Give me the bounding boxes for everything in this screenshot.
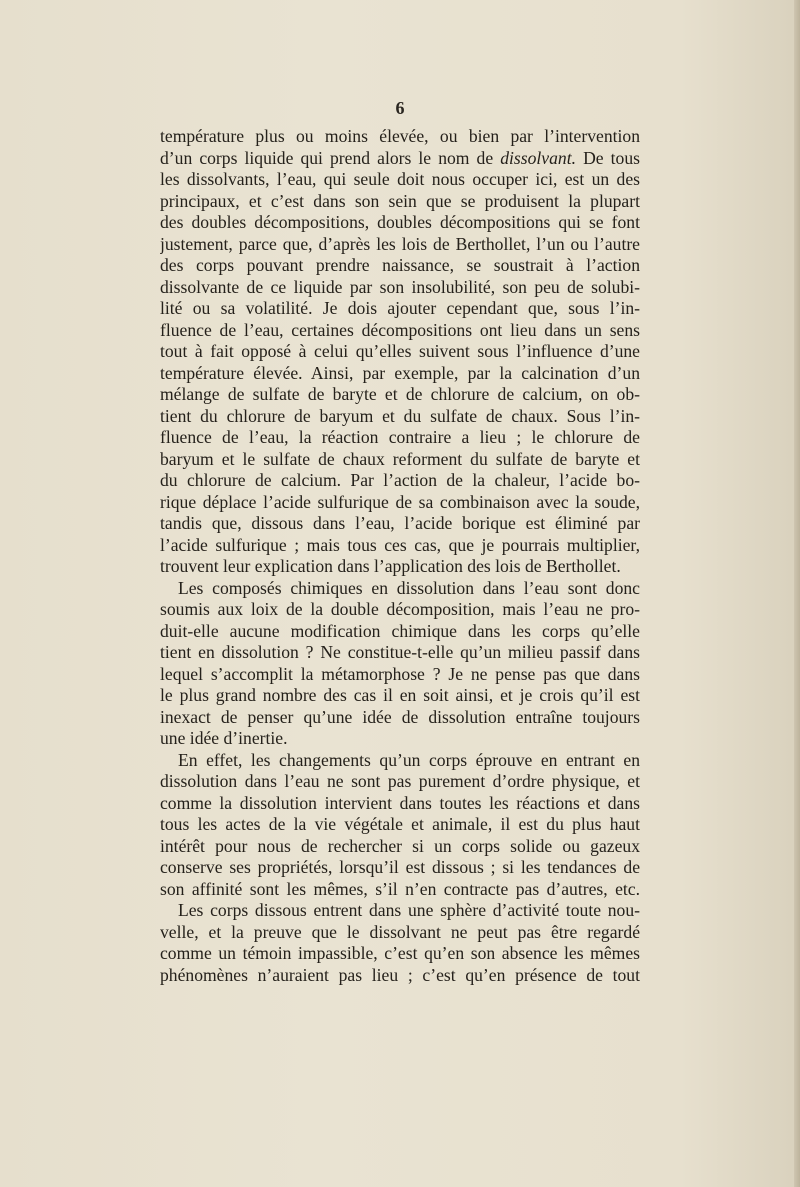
text-line: température plus ou moins élevée, ou bien par l’intervention (160, 126, 640, 146)
text-line: duit-elle aucune modification chimique dans les corps qu’elle (160, 620, 640, 641)
text-line: comme la dissolution intervient dans toutes les réactions et dans (160, 792, 640, 813)
text-line: l’acide sulfurique ; mais tous ces cas, que je pourrais multiplier, (160, 534, 640, 555)
text-line: fluence de l’eau, certaines décompositions ont lieu dans un sens (160, 319, 640, 340)
text-line: d’un corps liquide qui prend alors le nom de dissolvant. De tous (160, 147, 640, 168)
text-line: En effet, les changements qu’un corps éprouve en entrant en (178, 749, 640, 770)
text-line: tient du chlorure de baryum et du sulfate de chaux. Sous l’in- (160, 405, 640, 426)
italic-term: dissolvant. (500, 147, 576, 168)
text-line: tandis que, dissous dans l’eau, l’acide borique est éliminé par (160, 513, 640, 533)
text-line: une idée d’inertie. (160, 728, 288, 748)
page-edge (794, 0, 800, 1187)
text-line: phénomènes n’auraient pas lieu ; c’est qu’en présence de tout (160, 964, 640, 985)
paragraph-2 (160, 578, 640, 750)
text-line: tous les actes de la vie végétale et animale, il est du plus haut (160, 814, 640, 834)
text-line: du chlorure de calcium. Par l’action de la chaleur, l’acide bo- (160, 470, 640, 490)
text-line: tout à fait opposé à celui qu’elles suivent sous l’influence d’une (160, 341, 640, 361)
text-line: inexact de penser qu’une idée de dissolution entraîne toujours (160, 706, 640, 727)
text-line: dissolution dans l’eau ne sont pas purement d’ordre physique, et (160, 771, 640, 791)
text-line: lequel s’accomplit la métamorphose ? Je ne pense pas que dans (160, 663, 640, 684)
paragraph-3 (160, 750, 640, 901)
text-line: mélange de sulfate de baryte et de chlorure de calcium, on ob- (160, 384, 640, 404)
text-line: justement, parce que, d’après les lois de Berthollet, l’un ou l’autre (160, 233, 640, 254)
text-line: son affinité sont les mêmes, s’il n’en contracte pas d’autres, etc. (160, 878, 640, 899)
text-line: fluence de l’eau, la réaction contraire a lieu ; le chlorure de (160, 427, 640, 447)
body-text (160, 126, 640, 986)
text-line: intérêt pour nous de rechercher si un corps solide ou gazeux (160, 835, 640, 856)
text-line: les dissolvants, l’eau, qui seule doit nous occuper ici, est un des (160, 169, 640, 189)
text-line: tient en dissolution ? Ne constitue-t-elle qu’un milieu passif dans (160, 642, 640, 662)
text-line: principaux, et c’est dans son sein que se produisent la plupart (160, 190, 640, 211)
text-line: conserve ses propriétés, lorsqu’il est dissous ; si les tendances de (160, 857, 640, 877)
text-line: des doubles décompositions, doubles décompositions qui se font (160, 212, 640, 232)
page-number: 6 (395, 98, 405, 118)
text-line: rique déplace l’acide sulfurique de sa combinaison avec la soude, (160, 491, 640, 512)
text-line: Les composés chimiques en dissolution dans l’eau sont donc (178, 577, 640, 598)
text-line: soumis aux loix de la double décomposition, mais l’eau ne pro- (160, 599, 640, 619)
text-line: comme un témoin impassible, c’est qu’en son absence les mêmes (160, 943, 640, 963)
text-line: Les corps dissous entrent dans une sphère d’activité toute nou- (178, 900, 640, 920)
text-line: dissolvante de ce liquide par son insolubilité, son peu de solubi- (160, 276, 640, 297)
text-line: trouvent leur explication dans l’application des lois de Berthollet. (160, 556, 621, 576)
text-line: baryum et le sulfate de chaux reforment du sulfate de baryte et (160, 448, 640, 469)
text-line: des corps pouvant prendre naissance, se soustrait à l’action (160, 255, 640, 275)
text-line: température élevée. Ainsi, par exemple, par la calcination d’un (160, 362, 640, 383)
paragraph-1 (160, 126, 640, 578)
text-line: lité ou sa volatilité. Je dois ajouter cependant que, sous l’in- (160, 298, 640, 318)
paragraph-4 (160, 900, 640, 986)
text-line: le plus grand nombre des cas il en soit ainsi, et je crois qu’il est (160, 685, 640, 705)
text-line: velle, et la preuve que le dissolvant ne peut pas être regardé (160, 921, 640, 942)
